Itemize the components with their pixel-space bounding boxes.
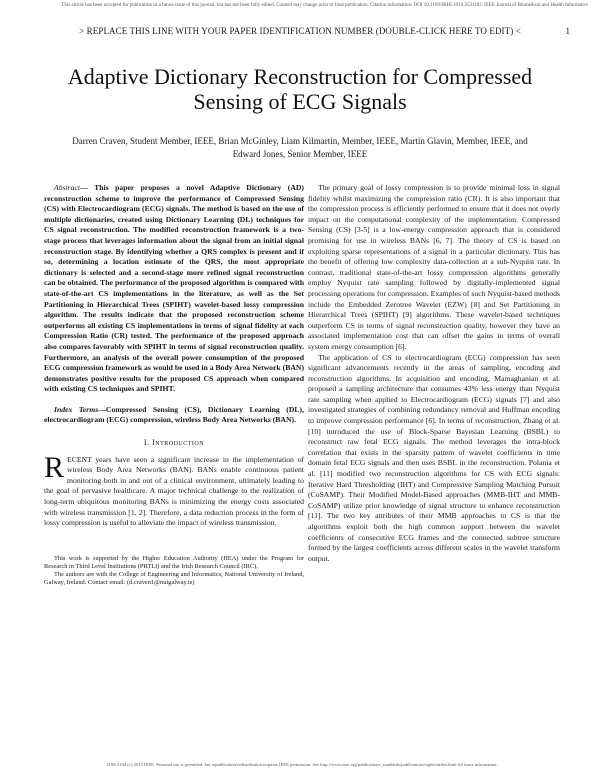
index-terms	[44, 405, 304, 426]
page-number: 1	[565, 26, 570, 36]
left-column	[44, 183, 304, 587]
index-terms-lead: Index Terms	[54, 404, 99, 414]
paper-title: Adaptive Dictionary Reconstruction for Compressed Sensing of ECG Signals	[67, 64, 533, 114]
body-paragraph-1: The primary goal of lossy compression is to provide minimal loss in signal fidelity whilst maximizing the compression ratio (CR). It is also important that the compression process is efficiently performed to ensure that it does not overly impact on the computational complexity of the implementation. Compressed Sensing (CS) [3-5] is a low-energy compression approach that is considered promising for use in wireless BANs [6, 7]. The theory of CS is based on exploiting sparse representations of a signal in a particular dictionary. This has the benefit of offering low complexity data-collection at a sub-Nyquist rate. In contrast, traditional state-of-the-art lossy compression algorithms generally employ Nyquist rate sampling followed by digitally-implemented signal processing operations for compression. Examples of such Nyquist-based methods include the Embedded Zerotree Wavelet (EZW) [8] and Set Partitioning in Hierarchical Trees (SPIHT) [9] algorithms. These wavelet-based techniques outperform CS in terms of signal reconstruction quality, however they have an associated implementation cost that can offset the gains in terms of overall system energy consumption [6].	[308, 183, 560, 351]
body-paragraph-2: The application of CS to electrocardiogram (ECG) compression has seen significant advancements recently in the areas of sampling, encoding and reconstruction algorithms. In acquisition and encoding, Mamaghanian et al. proposed a sampling architecture that consumes 43% less energy than Nyquist rate sampling when applied to Electrocardiogram (ECG) signals [7] and also investigated strategies of combining redundancy removal and Huffman encoding to improve compression performance [6]. In terms of reconstruction, Zhang et al. [10] introduced the use of Block-Sparse Bayesian Learning (BSBL) to reconstruct raw fetal ECG signals. The method leverages the intra-block correlation that exists in the sparsity pattern of wavelet coefficients in time domain fetal ECG signals and then uses BSBL in the reconstruction. Polania et al. [11] modified two reconstruction algorithms for CS with ECG signals: Iterative Hard Thresholding (IHT) and Compressive Sampling Matching Pursuit (CoSAMP). Their Modified Model-Based approaches (MMB-IHT and MMB-CoSAMP) utilize prior knowledge of signal structure to enhance reconstruction [11]. The two key attributes of their MMB approaches to CS is that the algorithms exploit both the high common support between the wavelet coefficients of consecutive ECG frames and the connected subtree structure formed by the largest coefficients across different scales in the wavelet transform output.	[308, 352, 560, 563]
section-heading-introduction: I. Introduction	[143, 438, 205, 448]
right-column	[308, 183, 560, 564]
abstract-text: — This paper proposes a novel Adaptive Dictionary (AD) reconstruction scheme to improve the performance of Compressed Sensing (CS) with Electrocardiogram (ECG) signals. The method is based on the use of multiple dictionaries, created using Dictionary Learning (DL) techniques for CS signal reconstruction. The modified reconstruction framework is a two-stage process that leverages information about the signal from an initial signal reconstruction stage. By identifying whether a QRS complex is present and if so, determining a location estimate of the QRS, the most appropriate dictionary is selected and a second-stage more refined signal reconstruction can be obtained. The performance of the proposed algorithm is compared with state-of-the-art CS implementations in the literature, as well as the Set Partitioning in Hierarchical Trees (SPIHT) wavelet-based lossy compression algorithm. The results indicate that the proposed reconstruction scheme outperforms all existing CS implementations in terms of signal fidelity at each Compression Ratio (CR) tested. The performance of the proposed approach also compares favorably with SPIHT in terms of signal reconstruction quality. Furthermore, an analysis of the overall power consumption of the proposed ECG compression framework as would be used in a Body Area Network (BAN) demonstrates positive results for the proposed CS approach when compared with existing CS techniques and SPIHT.	[44, 183, 304, 394]
author-list: Darren Craven, Student Member, IEEE, Brian McGinley, Liam Kilmartin, Member, IEEE, Martin Glavin, Member, IEEE, and Edward Jones, Senior Member, IEEE	[72, 136, 528, 159]
publication-notice: This article has been accepted for publication in a future issue of this journal, but has not been fully edited. Content may change prior to final publication. Citation information: DOI 10.1109/JBHI.2016.2531182, IEEE Journal of Biomedical and Health Informatics	[61, 3, 588, 8]
abstract	[44, 183, 304, 395]
copyright-notice: 2168-2194 (c) 2015 IEEE. Personal use is permitted, but republication/redistribution requires IEEE permission. See http://www.ieee.org/publications_standards/publications/rights/index.html for more information.	[106, 762, 498, 767]
index-terms-text: —Compressed Sensing (CS), Dictionary Learning (DL), electrocardiogram (ECG) compression, wireless Body Area Networks (BAN).	[44, 404, 304, 425]
introduction-text: ECENT years have seen a significant increase in the implementation of wireless Body Area Networks (BAN). BANs enable continuous patient monitoring both in and out of a clinical environment, ultimately leading to the goal of pervasive healthcare. A major technical challenge to the realization of long-term ubiquitous monitoring BANs is minimizing the energy costs associated with wireless transmission [1, 2]. Therefore, a data reduction process in the form of lossy compression is useful to alleviate the impact of wireless transmission.	[44, 454, 304, 528]
abstract-lead: Abstract	[54, 183, 81, 192]
footnote-affiliation: The authors are with the College of Engineering and Informatics, National University of Ireland, Galway, Ireland. Contact email: (d.craven1@nuigalway.ie)	[44, 570, 304, 586]
paper-id-header: > REPLACE THIS LINE WITH YOUR PAPER IDENTIFICATION NUMBER (DOUBLE-CLICK HERE TO EDIT) <	[79, 26, 521, 36]
introduction-paragraph	[44, 450, 304, 529]
footnote-support: This work is supported by the Higher Education Authority (HEA) under the Program for Research in Third Level Institutions (PRTLI) and the Irish Research Council (IRC).	[44, 554, 304, 570]
drop-cap: R	[44, 450, 65, 484]
footnote	[44, 555, 304, 587]
